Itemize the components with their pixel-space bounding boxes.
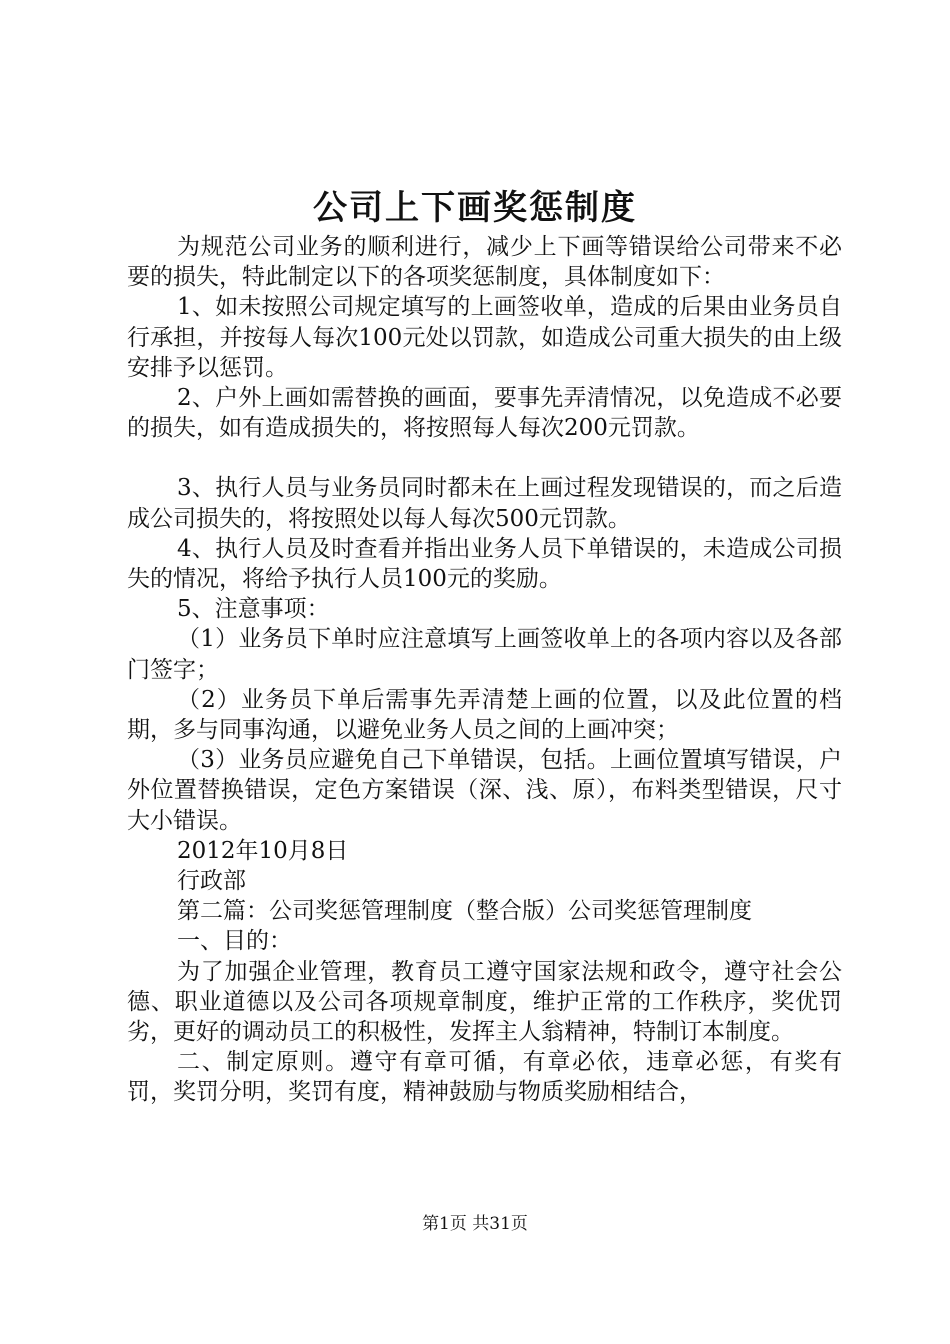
document-date: 2012年10月8日: [177, 837, 349, 864]
part-two-title: 第二篇：公司奖惩管理制度（整合版）公司奖惩管理制度: [177, 898, 752, 925]
page-footer: 第1页 共31页: [422, 1214, 528, 1234]
note-item-1: （1）业务员下单时应注意填写上画签收单上的各项内容以及各部门签字；: [127, 626, 842, 683]
rule-item-2: 2、户外上画如需替换的画面，要事先弄清情况，以免造成不必要的损失，如有造成损失的，将按照每人每次200元罚款。: [127, 385, 842, 442]
document-body: [127, 232, 842, 1108]
rule-item-4: 4、执行人员及时查看并指出业务人员下单错误的，未造成公司损失的情况，将给予执行人员100元的奖励。: [127, 535, 842, 593]
document-title: 公司上下画奖惩制度: [313, 188, 637, 228]
note-item-3: （3）业务员应避免自己下单错误，包括。上画位置填写错误，户外位置替换错误，定色方案错误（深、浅、原），布料类型错误，尺寸大小错误。: [127, 747, 842, 834]
rule-item-1: 1、如未按照公司规定填写的上画签收单，造成的后果由业务员自行承担，并按每人每次100元处以罚款，如造成公司重大损失的由上级安排予以惩罚。: [127, 294, 842, 381]
note-item-2: （2）业务员下单后需事先弄清楚上画的位置，以及此位置的档期，多与同事沟通，以避免业务人员之间的上画冲突；: [127, 686, 842, 744]
section-1-text: 为了加强企业管理，教育员工遵守国家法规和政令，遵守社会公德、职业道德以及公司各项规章制度，维护正常的工作秩序，奖优罚劣，更好的调动员工的积极性，发挥主人翁精神，特制订本制度。: [127, 958, 842, 1046]
issuing-department: 行政部: [177, 868, 246, 895]
rule-item-5: 5、注意事项：: [177, 596, 330, 623]
section-2-text: 二、制定原则。遵守有章可循，有章必依，违章必惩，有奖有罚，奖罚分明，奖罚有度，精神鼓励与物质奖励相结合，: [127, 1049, 842, 1106]
section-1-heading: 一、目的：: [177, 928, 292, 955]
rule-item-3: 3、执行人员与业务员同时都未在上画过程发现错误的，而之后造成公司损失的，将按照处以每人每次500元罚款。: [127, 475, 842, 532]
blank-line: [127, 443, 842, 473]
intro-paragraph: 为规范公司业务的顺利进行，减少上下画等错误给公司带来不必要的损失，特此制定以下的各项奖惩制度，具体制度如下：: [127, 234, 842, 291]
